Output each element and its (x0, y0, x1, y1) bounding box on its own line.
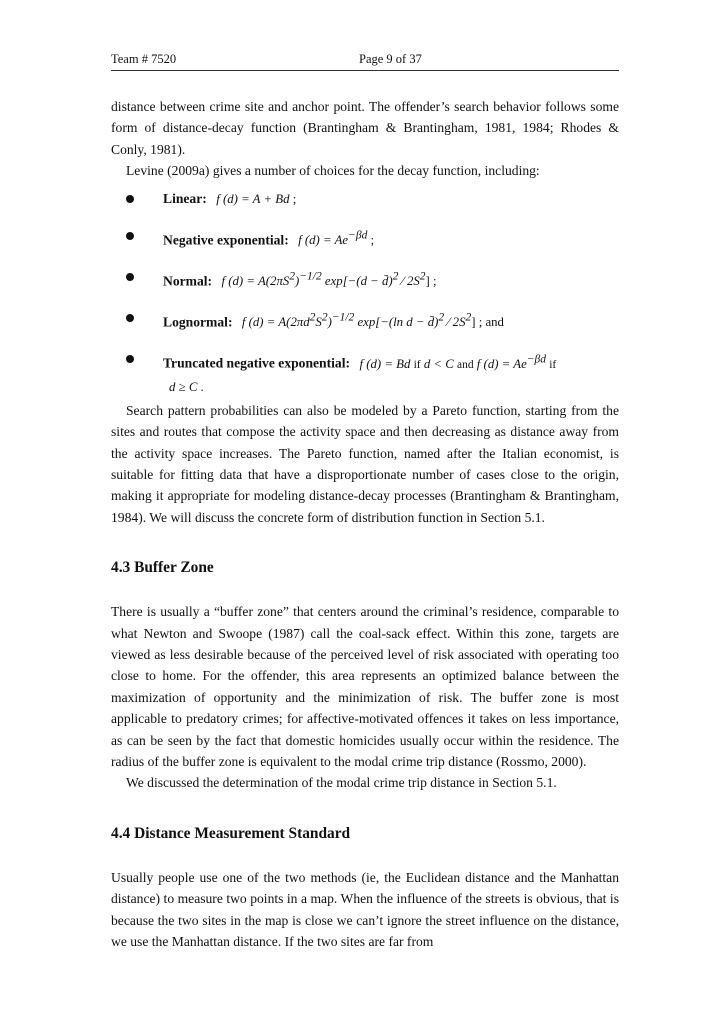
bullet-label: Lognormal: (163, 314, 233, 330)
bullet-label: Negative exponential: (163, 231, 289, 247)
page-number: Page 9 of 37 (359, 52, 422, 66)
section-heading-distance-measurement: 4.4 Distance Measurement Standard (111, 824, 351, 842)
page-header (111, 50, 619, 71)
formula-linear: f (d) = A + Bd ; (216, 191, 297, 206)
section-heading-buffer-zone: 4.3 Buffer Zone (111, 559, 214, 577)
bullet-label: Truncated negative exponential: (163, 355, 351, 371)
list-item-negative-exponential (111, 225, 619, 251)
list-item-truncated-negative-exponential (111, 348, 619, 397)
pareto-paragraph: Search pattern probabilities can also be modeled by a Pareto function, starting from the sites and routes that compose the activity space and then decreasing as distance away from the activity space increases. The Pareto function, named after the Italian economist, is suitable for fitting data that have a disproportionate number of cases close to the origin, making it appropriate for modeling distance-decay processes (Brantingham & Brantingham, 1984). We will discuss the concrete form of distribution function in Section 5.1. (111, 402, 619, 525)
bullet-icon (126, 273, 134, 281)
list-item-linear (111, 188, 619, 210)
team-number: Team # 7520 (111, 52, 177, 66)
bullet-label: Linear: (163, 190, 207, 206)
bullet-icon (126, 195, 134, 203)
bullet-icon (126, 355, 134, 363)
decay-function-list (111, 188, 619, 398)
formula-truncated: f (d) = Bd if d < C and f $(d) = Ae^{-\beta d}$ if (359, 353, 557, 371)
intro-paragraph: distance between crime site and anchor point. The offender’s search behavior follows some form of distance-decay function (Brantingham & Brantingham, 1981, 1984; Rhodes & Conly, 1981). (111, 99, 619, 157)
bullet-icon (126, 232, 134, 240)
formula-lognormal: f $(d) = A(2\pi d^2S^2)^{-1/2}$ exp[−(ln d − d̄)$^2$ ⁄ $2S^2$] ; and (241, 312, 504, 330)
formula-truncated-condition: d ≥ C . (169, 379, 204, 394)
distance-measurement-paragraph: Usually people use one of the two methods (ie, the Euclidean distance and the Manhattan distance) to measure two points in a map. When the influence of the streets is obvious, that is because the two sites in the map is close we can’t ignore the street influence on the distance, we use the Manhattan distance. If the two sites are far from (111, 869, 619, 949)
formula-normal: f $(d) = A(2\pi S^2)^{-1/2}$ exp[−(d − d̄)$^2$ ⁄ $2S^2$] ; (221, 270, 437, 289)
list-item-lognormal (111, 307, 619, 333)
page-body (111, 96, 619, 952)
list-item-normal (111, 266, 619, 292)
bullet-label: Normal: (163, 273, 213, 289)
decay-intro: Levine (2009a) gives a number of choices for the decay function, including: (126, 163, 540, 179)
formula-negative-exponential: f $(d) = Ae^{-\beta d}$ ; (298, 229, 375, 247)
buffer-zone-note: We discussed the determination of the modal crime trip distance in Section 5.1. (126, 775, 557, 791)
bullet-icon (126, 314, 134, 322)
buffer-zone-paragraph: There is usually a “buffer zone” that centers around the criminal’s residence, comparable to what Newton and Swoope (1987) call the coal-sack effect. Within this zone, targets are viewed as less desirable because of the perceived level of risk associated with operating too close to home. For the offender, this area represents an optimized balance between the maximization of opportunity and the minimization of risk. The buffer zone is most applicable to predatory crimes; for affective-motivated offences it takes on less importance, as can be seen by the fact that domestic homicides usually occur within the residence. The radius of the buffer zone is equivalent to the modal crime trip distance (Rossmo, 2000). (111, 604, 619, 769)
